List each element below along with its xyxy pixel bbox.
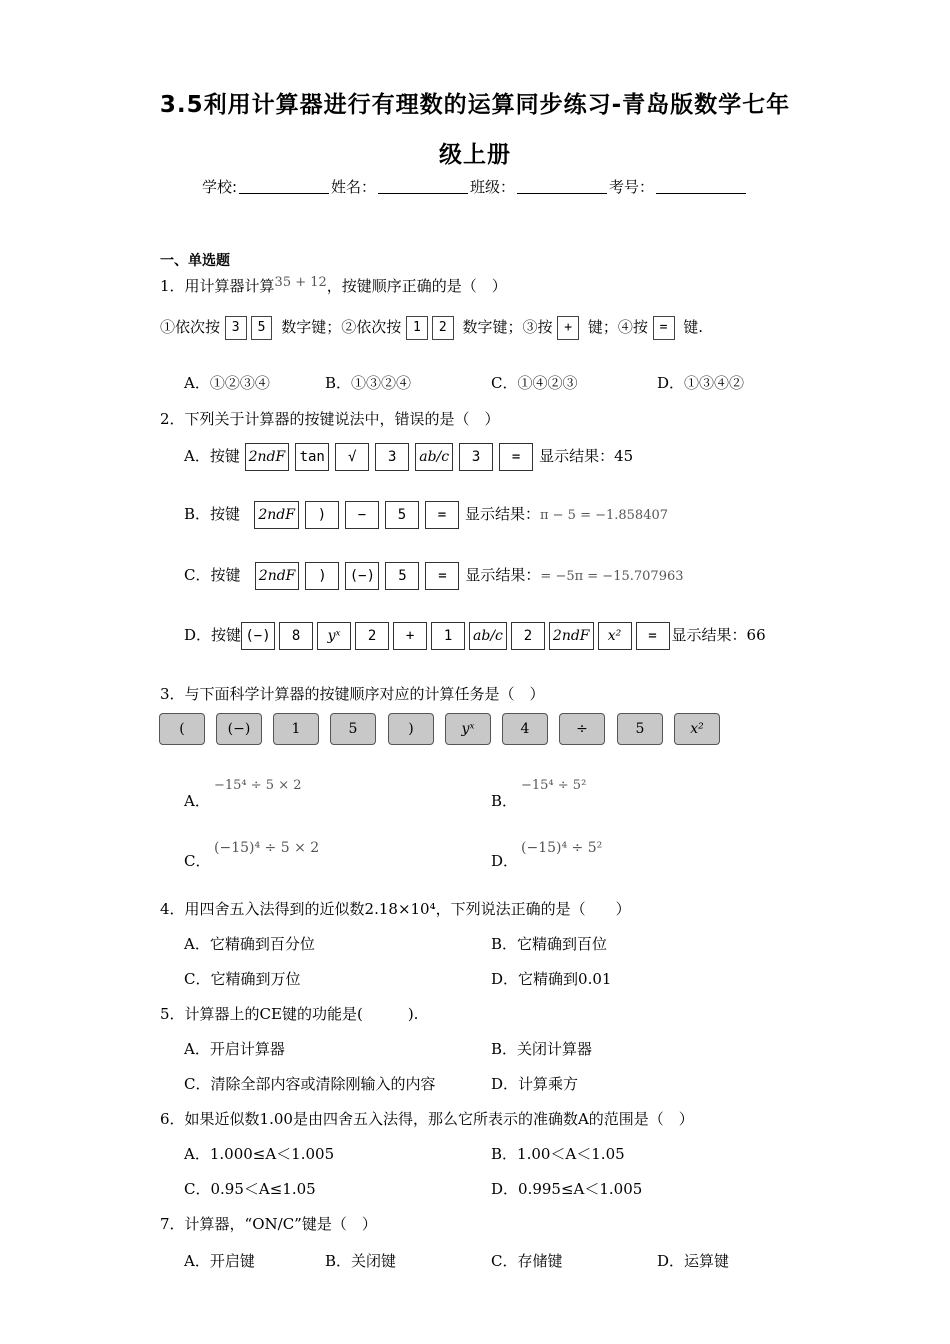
key-2: 2 bbox=[355, 622, 389, 650]
q2-d-result: 66 bbox=[746, 626, 766, 644]
key-5: 5 bbox=[385, 562, 419, 590]
key-equals: = bbox=[636, 622, 670, 650]
calc-key-1: 1 bbox=[273, 713, 319, 745]
id-blank bbox=[656, 179, 746, 194]
key-5: 5 bbox=[251, 316, 273, 340]
key-tan: tan bbox=[295, 443, 329, 471]
q2-option-c bbox=[184, 561, 684, 591]
key-plus: + bbox=[557, 316, 579, 340]
key-rparen: ) bbox=[305, 501, 339, 529]
q1-option-a: A．①②③④ bbox=[184, 374, 270, 392]
q2-a-result: 45 bbox=[614, 447, 634, 465]
q3-option-a-label: A． bbox=[184, 792, 210, 810]
name-blank bbox=[378, 179, 468, 194]
q6-option-d: D．0.995≤A＜1.005 bbox=[491, 1180, 643, 1198]
key-5: 5 bbox=[385, 501, 419, 529]
q1-stem-a: 1．用计算器计算 bbox=[160, 277, 275, 295]
key-x-squared: x² bbox=[598, 622, 632, 650]
q1-expr: 35 + 12 bbox=[274, 275, 327, 290]
q3-option-b-expr: −15⁴ ÷ 5² bbox=[521, 778, 587, 793]
q2-c-result-label: 显示结果： bbox=[465, 566, 541, 584]
q1-option-c: C．①④②③ bbox=[491, 374, 578, 392]
q5-option-a: A．开启计算器 bbox=[184, 1040, 285, 1058]
key-2: 2 bbox=[432, 316, 454, 340]
q6-stem: 6．如果近似数1.00是由四舍五入法得，那么它所表示的准确数A的范围是（ ） bbox=[160, 1110, 694, 1128]
key-negate: (−) bbox=[345, 562, 379, 590]
calc-key-rparen: ) bbox=[388, 713, 434, 745]
key-abc: ab/c bbox=[415, 443, 453, 471]
calc-key-lparen: ( bbox=[159, 713, 205, 745]
calc-key-divide: ÷ bbox=[559, 713, 605, 745]
class-label: 班级： bbox=[470, 178, 516, 196]
key-equals: = bbox=[425, 562, 459, 590]
q5-stem: 5．计算器上的CE键的功能是( ). bbox=[160, 1005, 419, 1023]
school-label: 学校: bbox=[201, 178, 237, 196]
q2-option-d bbox=[184, 621, 766, 650]
page-title-line2: 级上册 bbox=[439, 142, 511, 168]
key-equals: = bbox=[425, 501, 459, 529]
q3-option-d-label: D． bbox=[491, 852, 519, 870]
q2-b-result-label: 显示结果： bbox=[464, 505, 540, 523]
q2-a-result-label: 显示结果： bbox=[539, 447, 615, 465]
key-plus: + bbox=[393, 622, 427, 650]
school-blank bbox=[239, 179, 329, 194]
page-title: 3.5利用计算器进行有理数的运算同步练习-青岛版数学七年 bbox=[159, 92, 791, 118]
q1-option-b: B．①③②④ bbox=[325, 374, 412, 392]
key-3: 3 bbox=[459, 443, 493, 471]
q1-p4: 键；④按 bbox=[587, 318, 648, 336]
calc-key-negate: (−) bbox=[216, 713, 262, 745]
q6-option-a: A．1.000≤A＜1.005 bbox=[184, 1145, 335, 1163]
calc-key-5b: 5 bbox=[617, 713, 663, 745]
key-sqrt: √ bbox=[335, 443, 369, 471]
q2-c-result: = −5π = −15.707963 bbox=[540, 569, 684, 584]
key-equals: = bbox=[499, 443, 533, 471]
q2-d-label: D．按键 bbox=[184, 626, 242, 644]
q2-b-result: π − 5 = −1.858407 bbox=[539, 508, 669, 523]
calc-key-x-squared: x² bbox=[674, 713, 720, 745]
key-negate: (−) bbox=[241, 622, 275, 650]
q5-option-c: C．清除全部内容或清除刚输入的内容 bbox=[184, 1075, 436, 1093]
key-rparen: ) bbox=[305, 562, 339, 590]
q2-stem: 2．下列关于计算器的按键说法中，错误的是（ ） bbox=[160, 410, 500, 428]
key-equals: = bbox=[653, 316, 675, 340]
key-2: 2 bbox=[511, 622, 545, 650]
q2-option-a bbox=[184, 442, 633, 471]
class-blank bbox=[517, 179, 607, 194]
q1-stem bbox=[160, 275, 507, 296]
q1-p2: 数字键；②依次按 bbox=[281, 318, 402, 336]
calc-key-5: 5 bbox=[330, 713, 376, 745]
q6-option-c: C．0.95＜A≤1.05 bbox=[184, 1180, 316, 1198]
q3-option-a-expr: −15⁴ ÷ 5 × 2 bbox=[214, 778, 302, 793]
q2-c-label: C．按键 bbox=[184, 566, 241, 584]
id-label: 考号： bbox=[609, 178, 655, 196]
key-yx: yˣ bbox=[317, 622, 351, 650]
key-2ndf: 2ndF bbox=[549, 622, 594, 650]
q1-p5: 键. bbox=[683, 318, 704, 336]
key-2ndf: 2ndF bbox=[245, 443, 290, 471]
student-info bbox=[0, 176, 950, 197]
q3-stem: 3．与下面科学计算器的按键顺序对应的计算任务是（ ） bbox=[160, 685, 545, 703]
q7-option-d: D．运算键 bbox=[657, 1252, 730, 1270]
q4-option-d: D．它精确到0.01 bbox=[491, 970, 612, 988]
section-heading: 一、单选题 bbox=[160, 253, 230, 269]
key-3: 3 bbox=[375, 443, 409, 471]
q5-option-d: D．计算乘方 bbox=[491, 1075, 579, 1093]
q3-option-b-label: B． bbox=[491, 792, 518, 810]
q2-b-label: B．按键 bbox=[184, 505, 241, 523]
q2-option-b bbox=[184, 500, 668, 530]
q2-a-label: A．按键 bbox=[184, 447, 240, 465]
key-minus: − bbox=[345, 501, 379, 529]
key-1: 1 bbox=[406, 316, 428, 340]
q1-p1: ①依次按 bbox=[160, 318, 221, 336]
q7-stem: 7．计算器，“ON/C”键是（ ） bbox=[160, 1215, 377, 1233]
name-label: 姓名： bbox=[331, 178, 377, 196]
q1-option-d: D．①③④② bbox=[657, 374, 745, 392]
key-abc: ab/c bbox=[469, 622, 507, 650]
q7-option-a: A．开启键 bbox=[184, 1252, 255, 1270]
key-1: 1 bbox=[431, 622, 465, 650]
q3-option-d-expr: (−15)⁴ ÷ 5² bbox=[521, 840, 603, 856]
q3-option-c-label: C． bbox=[184, 852, 211, 870]
key-3: 3 bbox=[225, 316, 247, 340]
q2-d-result-label: 显示结果： bbox=[671, 626, 747, 644]
q4-option-c: C．它精确到万位 bbox=[184, 970, 301, 988]
q4-stem: 4．用四舍五入法得到的近似数2.18×10⁴，下列说法正确的是（ ） bbox=[160, 900, 631, 918]
q4-option-a: A．它精确到百分位 bbox=[184, 935, 315, 953]
q1-p3: 数字键；③按 bbox=[462, 318, 553, 336]
q3-option-c-expr: (−15)⁴ ÷ 5 × 2 bbox=[214, 840, 320, 856]
q7-option-c: C．存储键 bbox=[491, 1252, 563, 1270]
calc-key-4: 4 bbox=[502, 713, 548, 745]
key-2ndf: 2ndF bbox=[255, 562, 300, 590]
q1-stem-b: ，按键顺序正确的是（ ） bbox=[326, 277, 507, 295]
q6-option-b: B．1.00＜A＜1.05 bbox=[491, 1145, 625, 1163]
q1-line2 bbox=[160, 316, 703, 340]
key-2ndf: 2ndF bbox=[254, 501, 299, 529]
key-8: 8 bbox=[279, 622, 313, 650]
calc-key-yx: yˣ bbox=[445, 713, 491, 745]
q5-option-b: B．关闭计算器 bbox=[491, 1040, 593, 1058]
q4-option-b: B．它精确到百位 bbox=[491, 935, 608, 953]
q7-option-b: B．关闭键 bbox=[325, 1252, 397, 1270]
